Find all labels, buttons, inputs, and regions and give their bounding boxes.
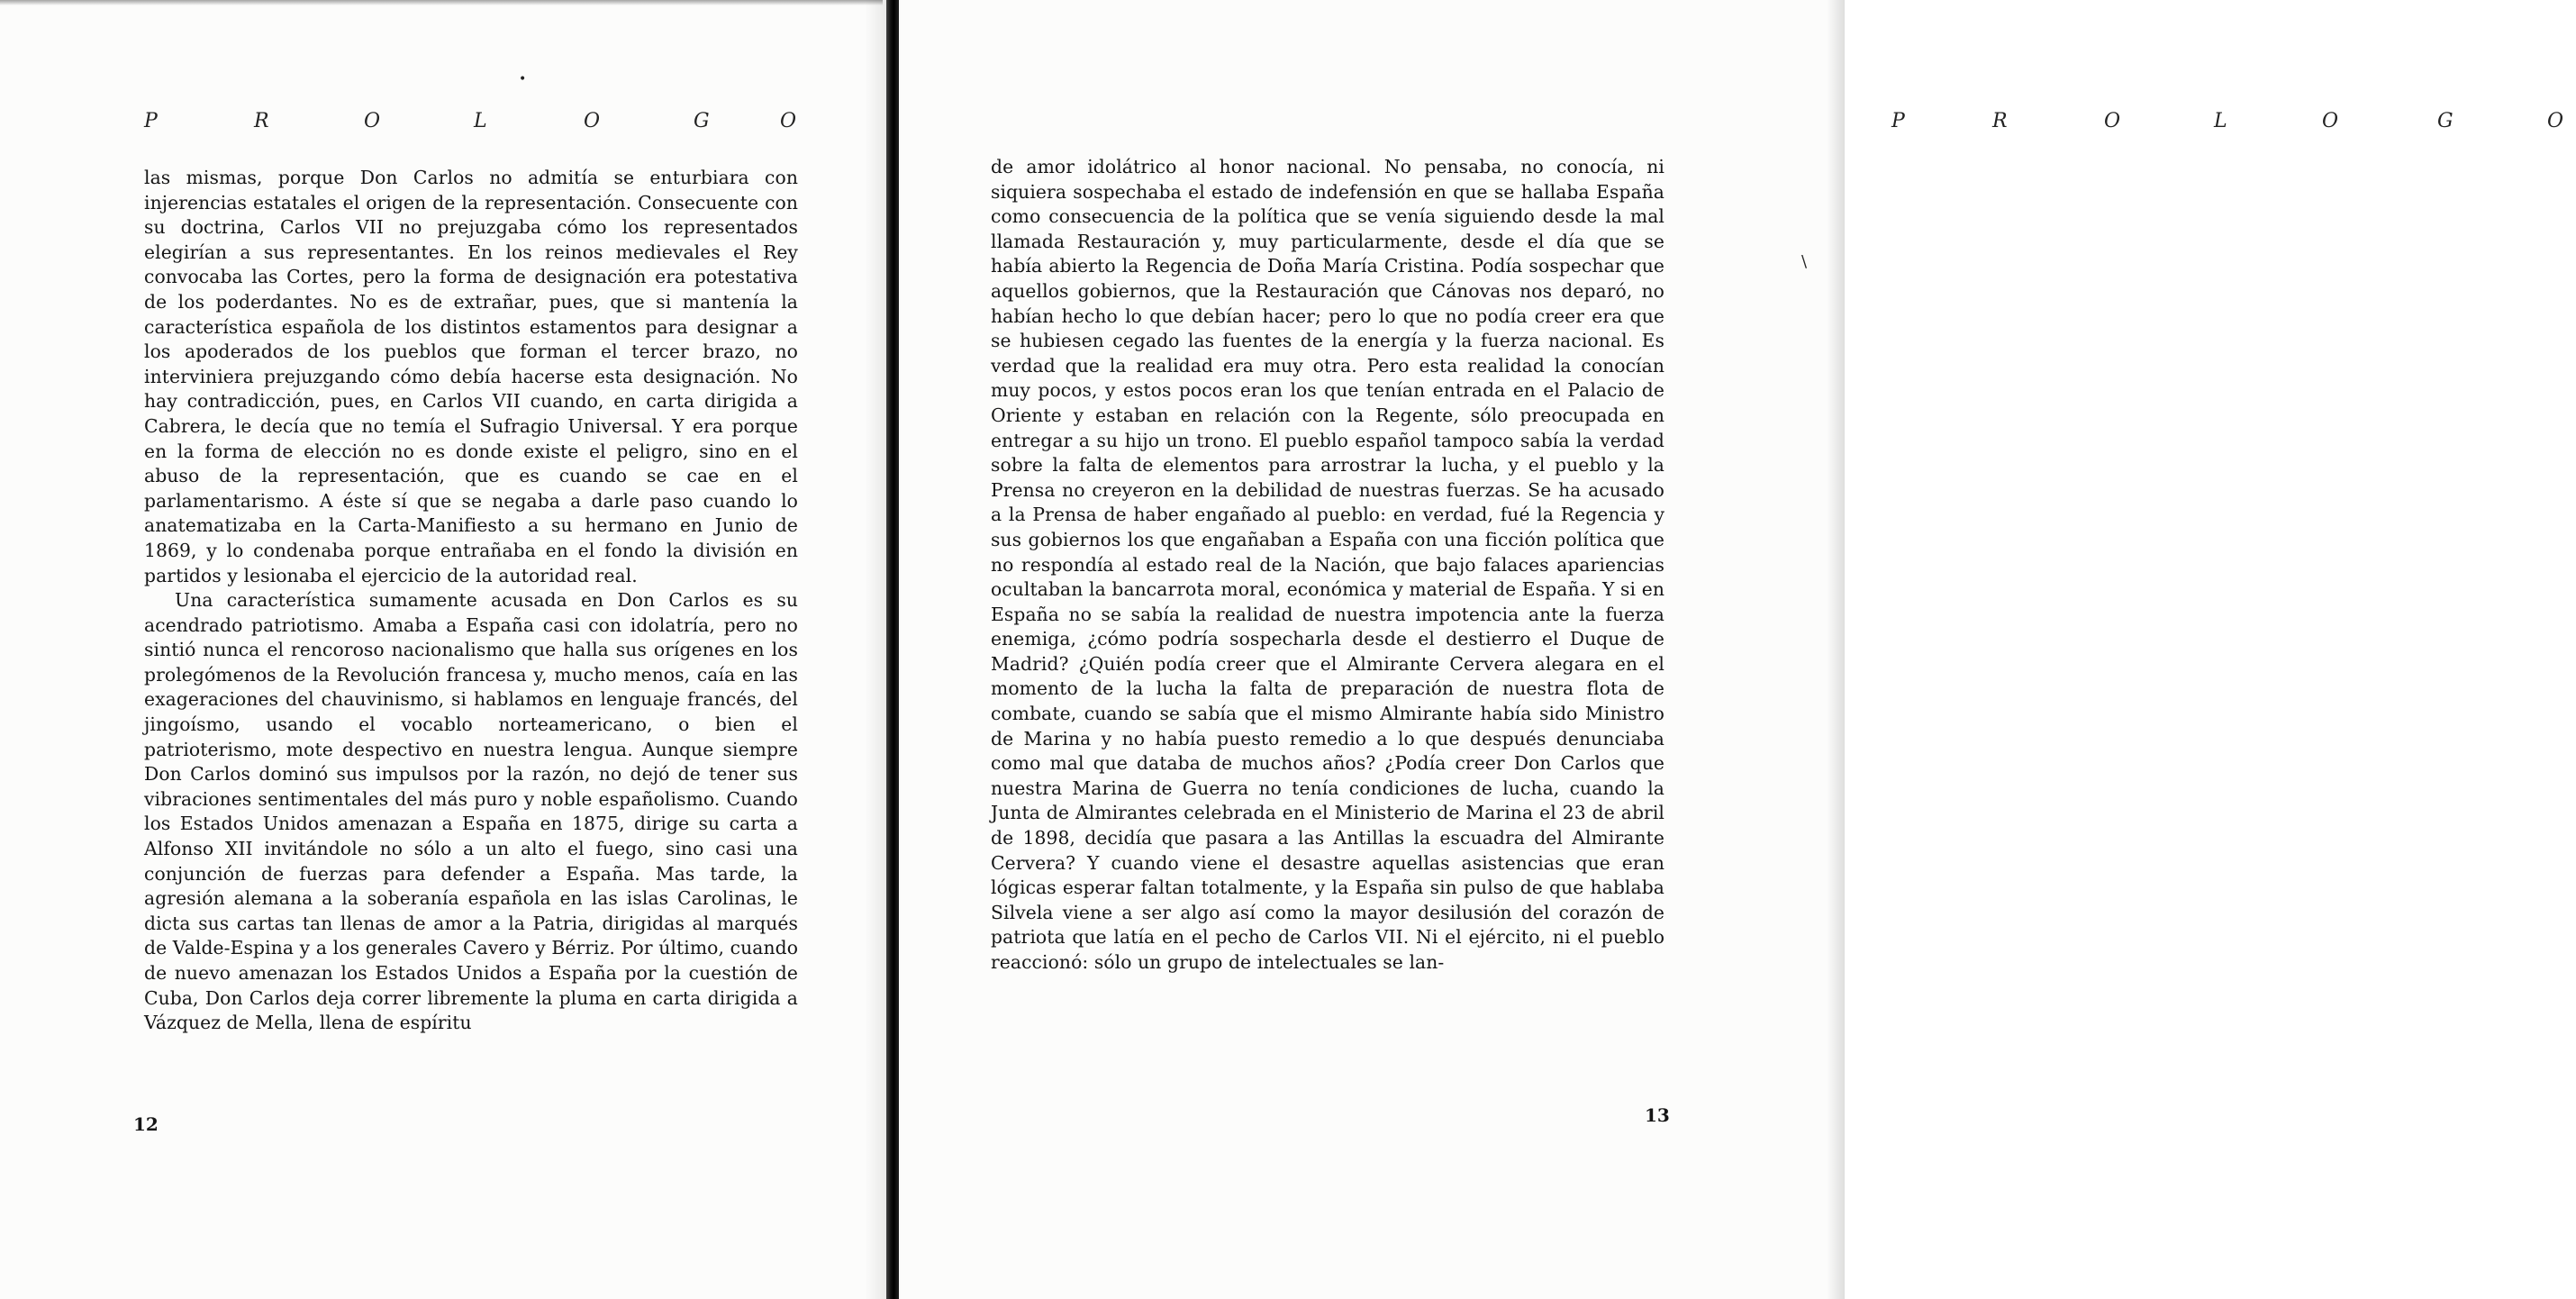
header-letter: R	[1992, 110, 2008, 132]
header-letter: L	[474, 110, 487, 132]
ink-speck: •	[519, 72, 527, 86]
page-number-left: 12	[133, 1113, 159, 1135]
page-number-right: 13	[1645, 1104, 1670, 1126]
paragraph: de amor idolátrico al honor nacional. No pensaba, no conocía, ni siquiera sospechaba el estado de indefensión en que se hallaba España como consecuencia de la política que se venía siguiendo desde la mal llamada Restauración y, muy particularmente, desde el día que se había abierto la Regencia de Doña María Cristina. Podía sospechar que aquellos gobiernos, que la Restauración que Cánovas nos deparó, no habían hecho lo que debían hacer; pero lo que no podía creer era que se hubiesen cegado las fuentes de la energía y la fuerza nacional. Es verdad que la realidad era muy otra. Pero esta realidad la conocían muy pocos, y estos pocos eran los que tenían entrada en el Palacio de Oriente y estaban en relación con la Regente, sólo preocupada en entregar a su hijo un trono. El pueblo español tampoco sabía la verdad sobre la falta de elementos para arrostrar la lucha, y el pueblo y la Prensa no creyeron en la debilidad de nuestras fuerzas. Se ha acusado a la Prensa de haber engañado al pueblo: en verdad, fué la Regencia y sus gobiernos los que engañaban a España con una ficción política que no respondía al estado real de la Nación, que bajo falaces apariencias ocultaban la bancarrota moral, económica y material de España. Y si en España no se sabía la realidad de nuestra impotencia ante la fuerza enemiga, ¿cómo podría sospecharla desde el destierro el Duque de Madrid? ¿Quién podía creer que el Almirante Cervera alegara en el momento de la lucha la falta de preparación de nuestra flota de combate, cuando se sabía que el mismo Almirante había sido Ministro de Marina y no había puesto remedio a lo que después denunciaba como mal que databa de muchos años? ¿Podía creer Don Carlos que nuestra Marina de Guerra no tenía condiciones de lucha, cuando la Junta de Almirantes celebrada en el Ministerio de Marina el 23 de abril de 1898, decidía que pasara a las Antillas la escuadra del Almirante Cervera? Y cuando viene el desastre aquellas asistencias que eran lógicas esperar faltan totalmente, y la España sin pulso de que hablaba Silvela viene a ser algo así como la mayor desilusión del corazón de patriota que latía en el pecho de Carlos VII. Ni el ejército, ni el pueblo reaccionó: sólo un grupo de intelectuales se lan-	[991, 156, 1664, 973]
header-letter: P	[144, 110, 158, 132]
running-header-left	[144, 110, 797, 146]
header-letter: O	[2547, 110, 2564, 132]
header-letter: G	[694, 110, 710, 132]
header-letter: G	[2437, 110, 2454, 132]
header-letter: O	[364, 110, 381, 132]
left-page	[0, 0, 892, 1299]
page-top-edge-shadow	[0, 0, 883, 5]
header-letter: R	[254, 110, 269, 132]
page-right-edge-shadow	[1827, 0, 1845, 1299]
header-letter: O	[584, 110, 601, 132]
ink-speck: \	[1801, 252, 1808, 271]
paragraph: Una característica sumamente acusada en Don Carlos es su acendrado patriotismo. Amaba a España casi con idolatría, pero no sintió nunca el rencoroso nacionalismo que halla sus orígenes en los prolegómenos de la Revolución francesa y, mucho menos, caía en las exageraciones del chauvinismo, si hablamos en lenguaje francés, del jingoísmo, usando el vocablo norteamericano, o bien el patrioterismo, mote despectivo en nuestra lengua. Aunque siempre Don Carlos dominó sus impulsos por la razón, no dejó de tener sus vibraciones sentimentales del más puro y noble españolismo. Cuando los Estados Unidos amenazan a España en 1875, dirige su carta a Alfonso XII invitándole no sólo a un alto el fuego, sino casi una conjunción de fuerzas para defender a España. Mas tarde, la agresión alemana a la soberanía española en las islas Carolinas, le dicta sus cartas tan llenas de amor a la Patria, dirigidas al marqués de Valde-Espina y a los generales Cavero y Bérriz. Por último, cuando de nuevo amenazan los Estados Unidos a España por la cuestión de Cuba, Don Carlos deja correr libremente la pluma en carta dirigida a Vázquez de Mella, llena de espíritu	[144, 589, 798, 1034]
paragraph: las mismas, porque Don Carlos no admitía se enturbiara con injerencias estatales el origen de la representación. Consecuente con su doctrina, Carlos VII no prejuzgaba cómo los representados elegirían a sus representantes. En los reinos medievales el Rey convocaba las Cortes, pero la forma de designación era potestativa de los poderdantes. No es de extrañar, pues, que si mantenía la característica española de los distintos estamentos para designar a los apoderados de los pueblos que forman el tercer brazo, no interviniera prejuzgando cómo debía hacerse esta designación. No hay contradicción, pues, en Carlos VII cuando, en carta dirigida a Cabrera, le decía que no temía el Sufragio Universal. Y era porque en la forma de elección no es donde existe el peligro, sino en el abuso de la representación, que es cuando se cae en el parlamentarismo. A éste sí que se negaba a darle paso cuando lo anatematizaba en la Carta-Manifiesto a su hermano en Junio de 1869, y lo condenaba porque entrañaba en el fondo la división en partidos y lesionaba el ejercicio de la autoridad real.	[144, 167, 798, 586]
left-page-body-text	[144, 166, 798, 1036]
header-letter: O	[780, 110, 797, 132]
header-letter: L	[2214, 110, 2227, 132]
book-gutter	[886, 0, 899, 1299]
right-page	[901, 0, 2564, 1299]
header-letter: O	[2322, 110, 2339, 132]
right-page-body-text	[991, 155, 1664, 976]
running-header-right	[1891, 110, 2576, 146]
gutter-shadow	[865, 0, 886, 1299]
header-letter: P	[1891, 110, 1905, 132]
header-letter: O	[2104, 110, 2121, 132]
